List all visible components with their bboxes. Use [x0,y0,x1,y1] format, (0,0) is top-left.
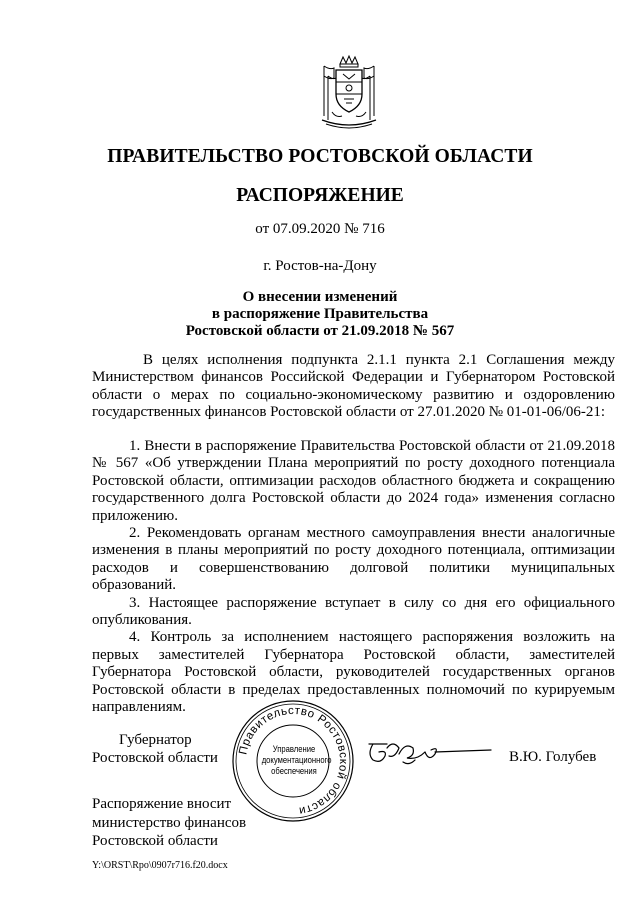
signatory-region: Ростовской области [92,750,218,766]
item-paragraph: 4. Контроль за исполнением настоящего распоряжения возложить на первых заместителей Губернатора Ростовской области, заместителей Губернатора Ростовской области, руководителей государственных органов Ростовской области в пределах предоставленных полномочий по курируемым направлениям. [92,629,615,716]
item-paragraph: 2. Рекомендовать органам местного самоуправления внести аналогичные изменения в планы мероприятий по росту доходного потенциала, оптимизации расходов и совершенствованию долговой политики муниципальных образований. [92,525,615,594]
document-date-number: от 07.09.2020 № 716 [255,221,385,237]
document-type: РАСПОРЯЖЕНИЕ [236,185,404,206]
item-paragraph: 3. Настоящее распоряжение вступает в силу со дня его официального опубликования. [92,594,615,629]
stamp-inner-line: Управление [272,744,316,754]
submitted-by-line: Ростовской области [92,833,218,849]
submitted-by-line: Распоряжение вносит [92,796,232,812]
handwritten-signature [365,736,495,770]
document-city: г. Ростов-на-Дону [263,258,377,274]
signatory-name: В.Ю. Голубев [509,749,597,765]
government-title: ПРАВИТЕЛЬСТВО РОСТОВСКОЙ ОБЛАСТИ [107,146,533,167]
submitted-by-line: министерство финансов [92,814,247,831]
subject-line: О внесении изменений [242,289,398,305]
coat-of-arms-emblem [316,54,382,132]
stamp-ring-text: Правительство Ростовской области [237,704,350,817]
items-block [92,438,615,717]
stamp-inner-line: документационного [261,755,332,765]
item-paragraph: 1. Внести в распоряжение Правительства Ростовской области от 21.09.2018 № 567 «Об утверждении Плана мероприятий по росту доходного потенциала Ростовской области, оптимизации расходов областного бюджета и сокращению государственного долга Ростовской области до 2024 года» изменения согласно приложению. [92,438,615,524]
signatory-title: Губернатор [119,732,192,748]
signatory-position [92,731,218,767]
stamp-inner-line: обеспечения [271,766,317,776]
intro-paragraph-block [92,352,615,422]
subject-line: Ростовской области от 21.09.2018 № 567 [185,323,455,339]
intro-paragraph: В целях исполнения подпункта 2.1.1 пункта 2.1 Соглашения между Министерством финансов Российской Федерации и Губернатором Ростовской области о мерах по социально-экономическому развитию и оздоровлению государственных финансов Ростовской области от 27.01.2020 № 01-01-06/06-21: [92,352,615,421]
stamp-inner-text [261,744,332,777]
file-path-footer: Y:\ORST\Rpo\0907r716.f20.docx [92,860,228,871]
submitted-by-block [92,795,246,851]
document-subject [0,289,640,340]
subject-line: в распоряжение Правительства [211,306,429,322]
